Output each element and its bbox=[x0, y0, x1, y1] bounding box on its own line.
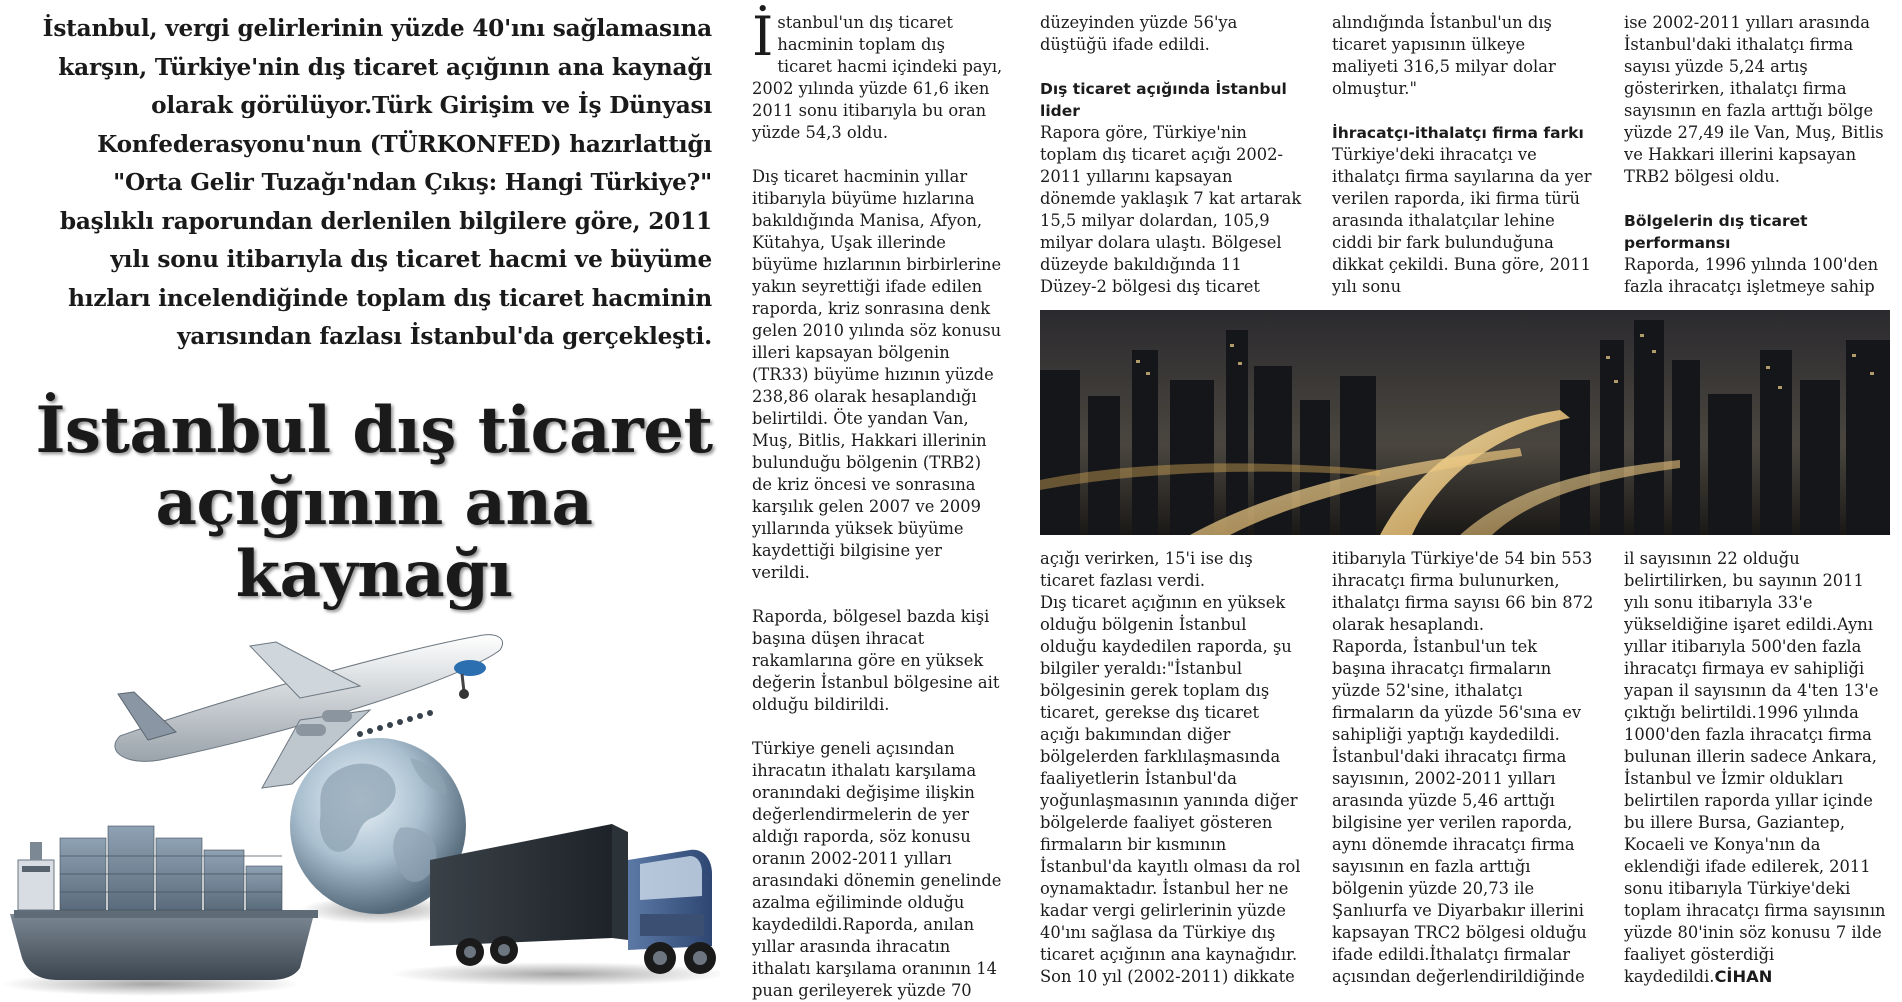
paragraph bbox=[752, 5, 1004, 144]
trade-illustration bbox=[0, 628, 720, 1000]
subheading: İhracatçı-ithalatçı firma farkı bbox=[1332, 124, 1584, 142]
paragraph: Türkiye geneli açısından ihracatın ithalatı karşılama oranındaki değişime ilişkin değerlendirmelerin de yer aldığı raporda, söz konusu oranın 2002-2011 yılları arasındaki dönemin genelinde azalma eğiliminde olduğu kaydedildi.Raporda, anılan yıllar arasında ihracatın ithalatı karşılama oranının 14 puan gerileyerek yüzde 70 bbox=[752, 739, 1002, 1000]
headline: İstanbul dış ticaret açığının ana kaynağı bbox=[35, 393, 713, 612]
paragraph: düzeyinden yüzde 56'ya düştüğü ifade edildi. bbox=[1040, 13, 1238, 54]
paragraph bbox=[1040, 78, 1302, 298]
paragraph: Raporda, İstanbul'un tek başına ihracatçı firmaların yüzde 52'sine, ithalatçı firmaların da yüzde 56'sına ev sahipliği yaptığı kaydedildi. İstanbul'daki ihracatçı firma sayısının, 2002-2011 yılları arasında yüzde 5,46 arttığı bilgisine yer verilen raporda, aynı dönemde ihracatçı firma sayısının en fazla arttığı bölgenin yüzde 20,73 ile Şanlıurfa ve Diyarbakır illerini kapsayan TRC2 bölgesi olduğu ifade edildi.İthalatçı firmalar açısından değerlendirildiğinde bbox=[1332, 637, 1587, 986]
drop-cap: İ bbox=[752, 5, 774, 68]
paragraph: Dış ticaret hacminin yıllar itibarıyla büyüme hızlarına bakıldığında Manisa, Afyon, Kütahya, Uşak illerinde büyüme hızlarının birbirlerine yakın seyrettiği ifade edilen raporda, kriz sonrasına denk gelen 2010 yılında söz konusu illeri kapsayan bölgenin (TR33) büyüme hızının yüzde 238,86 olarak hesaplandığı belirtildi. Öte yandan Van, Muş, Bitlis, Hakkari illerinin bulunduğu bölgenin (TRB2) de kriz öncesi ve sonrasına karşılık gelen 2007 ve 2009 yıllarında yüksek büyüme kaydettiği bilgisine yer verildi. bbox=[752, 167, 1002, 582]
subheading: Dış ticaret açığında İstanbul lider bbox=[1040, 80, 1287, 120]
article-column-2-top bbox=[1040, 12, 1302, 298]
article-column-2-bottom bbox=[1040, 548, 1302, 988]
istanbul-night-photo bbox=[1040, 310, 1890, 535]
paragraph: itibarıyla Türkiye'de 54 bin 553 ihracatçı firma bulunurken, ithalatçı firma sayısı 66 bin 872 olarak hesaplandı. bbox=[1332, 549, 1594, 634]
paragraph: Dış ticaret açığının en yüksek olduğu bölgenin İstanbul olduğu kaydedilen raporda, şu bilgiler yeraldı:"İstanbul bölgesinin gerek toplam dış ticaret, gerekse dış ticaret açığı bakımından diğer bölgelerden farklılaşmasında faaliyetlerin İstanbul'da yoğunlaşmasının yanında diğer bölgelerde faaliyet gösteren firmaların bir kısmının İstanbul'da kayıtlı olması da rol oynamaktadır. İstanbul her ne kadar vergi gelirlerinin yüzde 40'ını sağlasa da Türkiye dış ticaret açığının ana kaynağıdır. Son 10 yıl (2002-2011) dikkate bbox=[1040, 593, 1301, 986]
article-column-3-top bbox=[1332, 12, 1594, 298]
paragraph-text: Raporda, 1996 yılında 100'den fazla ihracatçı işletmeye sahip bbox=[1624, 255, 1879, 296]
paragraph: ise 2002-2011 yılları arasında İstanbul'daki ithalatçı firma sayısı yüzde 5,24 artış gösterirken, ithalatçı firma sayısının en fazla arttığı bölge yüzde 27,49 ile Van, Muş, Bitlis ve Hakkari illerini kapsayan TRB2 bölgesi oldu. bbox=[1624, 13, 1884, 186]
lead-paragraph: İstanbul, vergi gelirlerinin yüzde 40'ını sağlamasına karşın, Türkiye'nin dış ticaret açığının ana kaynağı olarak görülüyor.Türk Girişim ve İş Dünyası Konfederasyonu'nun (TÜRKONFED) hazırlattığı "Orta Gelir Tuzağı'ndan Çıkış: Hangi Türkiye?" başlıklı raporundan derlenilen bilgilere göre, 2011 yılı sonu itibarıyla dış ticaret hacmi ve büyüme hızları incelendiğinde toplam dış ticaret hacminin yarısından fazlası İstanbul'da gerçekleşti. bbox=[42, 15, 712, 350]
subheading: Bölgelerin dış ticaret performansı bbox=[1624, 212, 1808, 252]
paragraph: açığı verirken, 15'i ise dış ticaret fazlası verdi. bbox=[1040, 549, 1253, 590]
paragraph-text: stanbul'un dış ticaret hacminin toplam dış ticaret hacmi içindeki payı, 2002 yılında yüzde 61,6 iken 2011 sonu itibarıyla bu oran yüzde 54,3 oldu. bbox=[752, 13, 1003, 142]
paragraph-text: il sayısının 22 olduğu belirtilirken, bu sayının 2011 yılı sonu itibarıyla 33'e yükseldiğine işaret edildi.Aynı yıllar itibarıyla 500'den fazla ihracatçı firmaya ev sahipliği yapan il sayısının da 4'ten 13'e çıktığı belirtildi.1996 yılında 1000'den fazla ihracatçı firma bulunan illerin sadece Ankara, İstanbul ve İzmir oldukları belirtilen raporda yıllar içinde bu illere Bursa, Gaziantep, Kocaeli ve Konya'nın da eklendiği ifade edilerek, 2011 sonu itibarıyla Türkiye'deki toplam ihracatçı firma sayısının yüzde 80'inin söz konusu 7 ilde faaliyet gösterdiği kaydedildi. bbox=[1624, 549, 1886, 986]
paragraph: Raporda, bölgesel bazda kişi başına düşen ihracat rakamlarına göre en yüksek değerin İstanbul bölgesine ait olduğu bildirildi. bbox=[752, 607, 1000, 714]
cargo-ship-icon bbox=[0, 826, 318, 996]
article-column-3-bottom bbox=[1332, 548, 1594, 988]
paragraph bbox=[1624, 548, 1886, 988]
paragraph: alındığında İstanbul'un dış ticaret yapısının ülkeye maliyeti 316,5 milyar dolar olmuştur." bbox=[1332, 13, 1556, 98]
article-column-4-bottom bbox=[1624, 548, 1886, 988]
paragraph-text: Rapora göre, Türkiye'nin toplam dış ticaret açığı 2002-2011 yıllarını kapsayan dönemde yaklaşık 7 kat artarak 15,5 milyar dolardan, 105,9 milyar dolara ulaştı. Bölgesel düzeyde bakıldığında 11 Düzey-2 bölgesi dış ticaret bbox=[1040, 123, 1302, 296]
paragraph-text: Türkiye'deki ihracatçı ve ithalatçı firma sayılarına da yer verilen raporda, iki firma türü arasında ithalatçılar lehine ciddi bir fark bulunduğuna dikkat çekildi. Buna göre, 2011 yılı sonu bbox=[1332, 145, 1592, 296]
paragraph bbox=[1624, 210, 1886, 298]
article-column-1 bbox=[752, 5, 1004, 1002]
paragraph bbox=[1332, 122, 1594, 298]
airplane-icon bbox=[115, 635, 503, 788]
agency-signoff: CİHAN bbox=[1714, 967, 1773, 986]
article-column-4-top bbox=[1624, 12, 1886, 298]
